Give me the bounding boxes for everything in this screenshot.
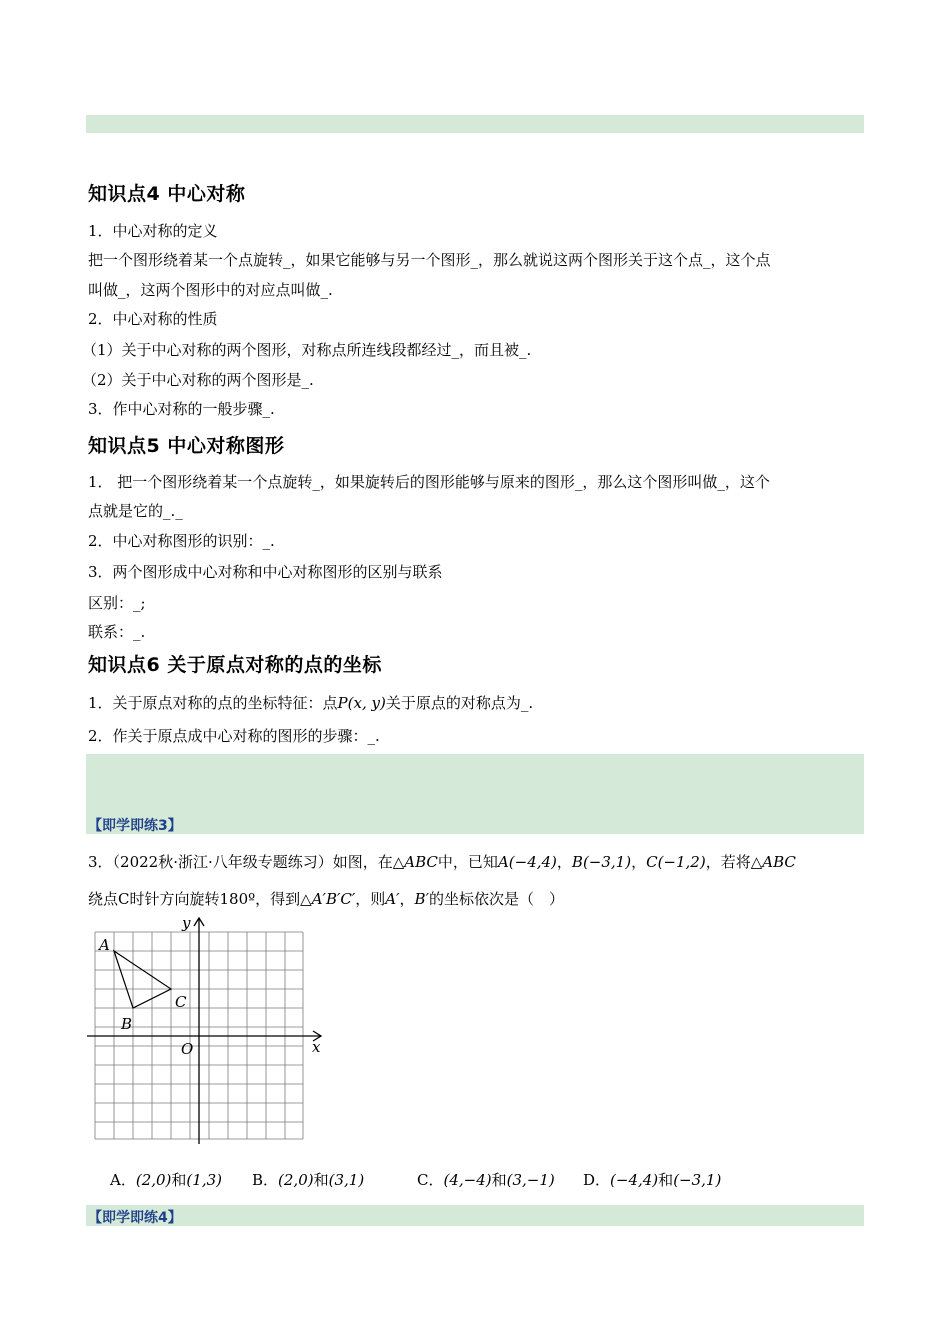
q3-text-2: 中，已知 — [437, 853, 498, 871]
label-axis-y: y — [182, 914, 191, 932]
option-c-and: 和 — [491, 1171, 507, 1189]
label-axis-x: x — [312, 1038, 321, 1056]
k4-line-7: 3．作中心对称的一般步骤_. — [88, 400, 275, 418]
option-d-p1: (−4,4) — [610, 1171, 659, 1189]
q3-a-prime: A′ — [385, 890, 400, 908]
practice4-band — [86, 1205, 864, 1226]
option-a-p1: (2,0) — [135, 1171, 172, 1189]
practice4-label: 【即学即练4】 — [88, 1210, 182, 1226]
k5-line-1: 1． 把一个图形绕着某一个点旋转_，如果旋转后的图形能够与原来的图形_，那么这个图形叫做_，这个 — [88, 473, 770, 491]
q3-text-3: ，若将 — [705, 853, 751, 871]
header-band — [86, 115, 864, 133]
label-point-b: B — [121, 1015, 133, 1033]
option-a-p2: (1,3) — [186, 1171, 222, 1189]
q3-point-a: A(−4,4) — [497, 853, 557, 871]
k4-line-3: 叫做_，这两个图形中的对应点叫做_. — [88, 281, 333, 299]
k4-line-5: （1）关于中心对称的两个图形，对称点所连线段都经过_，而且被_. — [82, 341, 532, 359]
option-c-letter: C． — [417, 1171, 444, 1189]
label-point-c: C — [175, 993, 187, 1011]
q3-point-b: B(−3,1) — [571, 853, 632, 871]
option-b-letter: B． — [252, 1171, 279, 1189]
option-d-letter: D． — [583, 1171, 611, 1189]
q3-b-prime: B′ — [414, 890, 429, 908]
coordinate-figure — [85, 912, 335, 1147]
k5-line-5: 区别：_; — [88, 594, 146, 612]
q3-sep-1: ， — [556, 853, 572, 871]
q3-text-1: 3．（2022秋·浙江·八年级专题练习）如图，在 — [88, 853, 393, 871]
k4-line-6: （2）关于中心对称的两个图形是_. — [82, 371, 314, 389]
option-b-p1: (2,0) — [278, 1171, 314, 1189]
k5-line-2: 点就是它的_._ — [88, 502, 183, 520]
q3-triangle-prime: △A′B′C′ — [300, 890, 356, 908]
label-origin: O — [181, 1040, 194, 1058]
point-p-formula: P(x, y) — [337, 694, 386, 712]
q3-text-6: 的坐标依次是（ ） — [428, 890, 564, 908]
question-3-line-1 — [88, 851, 796, 872]
section-title-k5: 知识点5 中心对称图形 — [88, 435, 285, 457]
option-a[interactable] — [110, 1169, 222, 1190]
option-a-and: 和 — [171, 1171, 187, 1189]
practice3-label: 【即学即练3】 — [88, 818, 182, 834]
option-c[interactable] — [417, 1169, 555, 1190]
k6-line-1-a: 1．关于原点对称的点的坐标特征：点 — [88, 694, 338, 712]
q3-point-c: C(−1,2) — [646, 853, 706, 871]
option-d[interactable] — [583, 1169, 721, 1190]
q3-sep-3: ， — [399, 890, 415, 908]
k6-line-1-b: 关于原点的对称点为_. — [385, 694, 534, 712]
k5-line-3: 2．中心对称图形的识别：_. — [88, 532, 275, 550]
label-point-a: A — [99, 936, 110, 954]
k6-line-1 — [88, 692, 533, 713]
question-3-line-2 — [88, 888, 564, 909]
q3-triangle: △ABC — [392, 853, 438, 871]
option-c-p1: (4,−4) — [443, 1171, 492, 1189]
section-title-k4: 知识点4 中心对称 — [88, 183, 246, 205]
q3-triangle-2: △ABC — [750, 853, 796, 871]
k5-line-6: 联系：_. — [88, 623, 146, 641]
q3-sep-2: ， — [631, 853, 647, 871]
option-d-and: 和 — [658, 1171, 674, 1189]
k4-line-1: 1．中心对称的定义 — [88, 222, 218, 240]
q3-text-5: ，则 — [355, 890, 386, 908]
option-d-p2: (−3,1) — [673, 1171, 722, 1189]
k4-line-2: 把一个图形绕着某一个点旋转_，如果它能够与另一个图形_，那么就说这两个图形关于这个点_，这个点 — [88, 251, 771, 269]
option-b-and: 和 — [313, 1171, 329, 1189]
q3-text-4: 绕点C时针方向旋转180º，得到 — [88, 890, 301, 908]
k6-line-2: 2．作关于原点成中心对称的图形的步骤：_. — [88, 727, 380, 745]
option-b[interactable] — [252, 1169, 364, 1190]
option-a-letter: A． — [110, 1171, 136, 1189]
option-b-p2: (3,1) — [328, 1171, 365, 1189]
k5-line-4: 3．两个图形成中心对称和中心对称图形的区别与联系 — [88, 563, 443, 581]
triangle-abc — [114, 951, 171, 1008]
practice3-band — [86, 754, 864, 834]
option-c-p2: (3,−1) — [506, 1171, 555, 1189]
k4-line-4: 2．中心对称的性质 — [88, 310, 218, 328]
section-title-k6: 知识点6 关于原点对称的点的坐标 — [88, 654, 382, 676]
